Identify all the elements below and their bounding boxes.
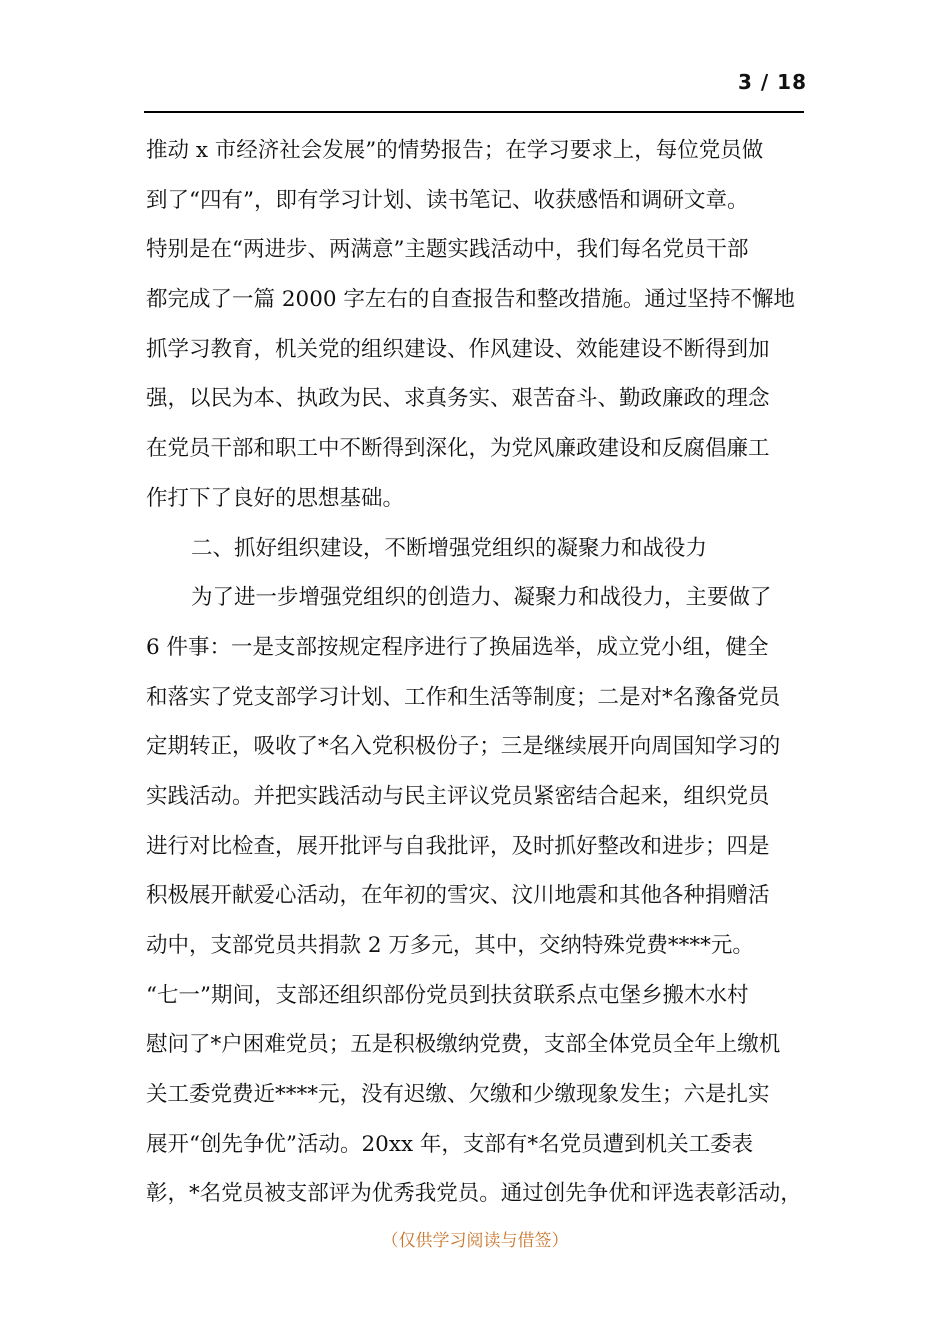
text-line: 和落实了党支部学习计划、工作和生活等制度；二是对*名豫备党员 — [146, 684, 781, 710]
text-line: 强，以民为本、执政为民、求真务实、艰苦奋斗、勤政廉政的理念 — [146, 386, 770, 412]
text-line: 积极展开献爱心活动，在年初的雪灾、汶川地震和其他各种捐赠活 — [146, 883, 770, 909]
page-number: 3 / 18 — [738, 70, 807, 94]
text-line: 6 件事：一是支部按规定程序进行了换届选举，成立党小组，健全 — [146, 634, 769, 660]
text-line: 到了“四有”，即有学习计划、读书笔记、收获感悟和调研文章。 — [146, 187, 749, 213]
text-line: 展开“创先争优”活动。20xx 年，支部有*名党员遭到机关工委表 — [146, 1131, 754, 1157]
header-divider — [144, 111, 804, 113]
text-line: “七一”期间，支部还组织部份党员到扶贫联系点屯堡乡搬木水村 — [146, 982, 749, 1008]
text-line: 实践活动。并把实践活动与民主评议党员紧密结合起来，组织党员 — [146, 783, 770, 809]
text-line: 抓学习教育，机关党的组织建设、作风建设、效能建设不断得到加 — [146, 336, 770, 362]
text-line: 定期转正，吸收了*名入党积极份子；三是继续展开向周国知学习的 — [146, 734, 781, 760]
text-line: 在党员干部和职工中不断得到深化，为党风廉政建设和反腐倡廉工 — [146, 436, 770, 462]
text-line: 彰，*名党员被支部评为优秀我党员。通过创先争优和评选表彰活动， — [146, 1181, 802, 1207]
text-line: 慰问了*户困难党员；五是积极缴纳党费，支部全体党员全年上缴机 — [146, 1032, 781, 1058]
text-line: 特别是在“两进步、两满意”主题实践活动中，我们每名党员干部 — [146, 237, 749, 263]
text-line: 推动 x 市经济社会发展”的情势报告；在学习要求上，每位党员做 — [146, 138, 764, 163]
section-heading: 二、抓好组织建设，不断增强党组织的凝聚力和战役力 — [191, 535, 708, 561]
text-line: 都完成了一篇 2000 字左右的自查报告和整改措施。通过坚持不懈地 — [146, 287, 795, 313]
text-line: 作打下了良好的思想基础。 — [146, 485, 405, 511]
paragraph-first-line: 为了进一步增强党组织的创造力、凝聚力和战役力，主要做了 — [191, 585, 772, 611]
text-line: 动中，支部党员共捐款 2 万多元，其中，交纳特殊党费****元。 — [146, 933, 754, 958]
footer-note: （仅供学习阅读与借签） — [381, 1231, 569, 1251]
text-line: 关工委党费近****元，没有迟缴、欠缴和少缴现象发生；六是扎实 — [146, 1082, 770, 1108]
document-body — [146, 126, 808, 1219]
text-line: 进行对比检查，展开批评与自我批评，及时抓好整改和进步；四是 — [146, 833, 770, 859]
